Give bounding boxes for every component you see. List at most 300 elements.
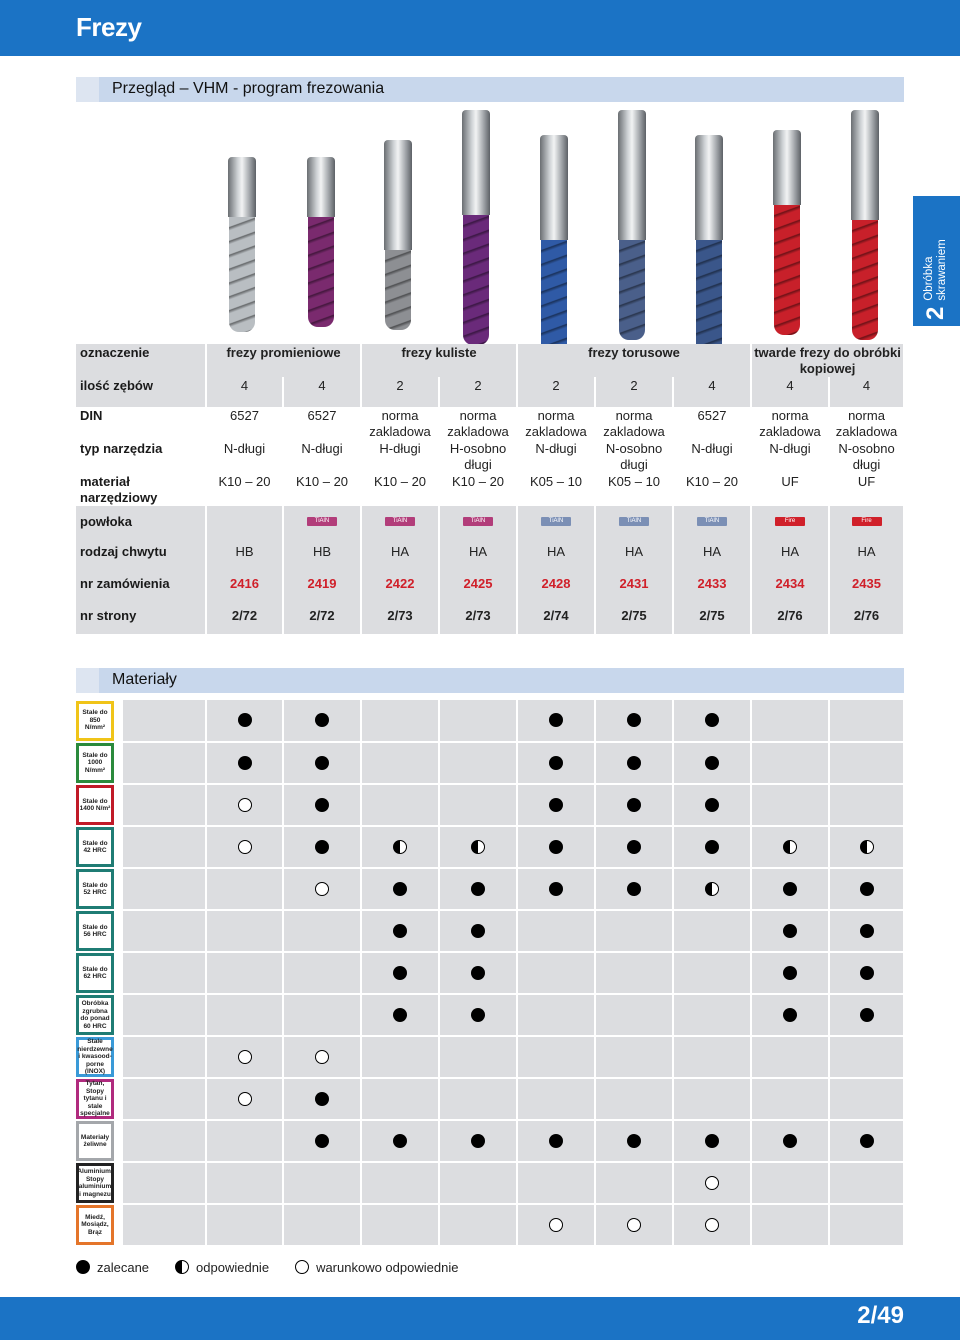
material-value: K10 – 20 (673, 473, 751, 506)
full-dot-icon (471, 966, 485, 980)
material-blank-cell (122, 1162, 206, 1204)
legend (76, 1258, 484, 1276)
material-row (76, 1204, 904, 1246)
material-blank-cell (122, 700, 206, 742)
empty-dot-icon (705, 1218, 719, 1232)
material-row (76, 910, 904, 952)
page-label: nr strony (76, 600, 206, 634)
material-blank-cell (122, 952, 206, 994)
suitability-cell (283, 910, 361, 952)
empty-dot-icon (627, 1218, 641, 1232)
grip-value: HA (829, 536, 904, 568)
grip-row (76, 536, 904, 568)
page-ref[interactable]: 2/75 (673, 600, 751, 634)
tool-type-value: H-długi (361, 440, 439, 473)
material-label: Obróbka zgrubna do ponad 60 HRC (76, 995, 114, 1035)
group-radial: frezy promieniowe (206, 344, 361, 377)
teeth-value: 2 (361, 377, 439, 407)
suitability-cell (206, 1204, 283, 1246)
teeth-value: 4 (751, 377, 829, 407)
full-dot-icon (860, 924, 874, 938)
suitability-cell (829, 1120, 904, 1162)
order-number[interactable]: 2425 (439, 568, 517, 600)
suitability-cell (673, 1078, 751, 1120)
suitability-cell (517, 742, 595, 784)
half-dot-icon (471, 840, 485, 854)
din-value: 6527 (673, 407, 751, 440)
teeth-value: 2 (439, 377, 517, 407)
material-label-cell (76, 826, 122, 868)
page-title: Frezy (76, 12, 142, 42)
din-value: norma zakladowa (751, 407, 829, 440)
grip-label: rodzaj chwytu (76, 536, 206, 568)
grip-value: HA (439, 536, 517, 568)
suitability-cell (361, 1162, 439, 1204)
din-value: norma zakladowa (517, 407, 595, 440)
page-ref[interactable]: 2/73 (439, 600, 517, 634)
material-blank-cell (122, 910, 206, 952)
material-label-cell (76, 1120, 122, 1162)
full-dot-icon (705, 840, 719, 854)
coating-badge: TiAlN (463, 517, 493, 526)
suitability-cell (673, 826, 751, 868)
material-label: Stale nierdzewne i kwasood-porne (INOX) (77, 1038, 113, 1076)
suitability-cell (595, 784, 673, 826)
suitability-cell (595, 868, 673, 910)
order-number[interactable]: 2434 (751, 568, 829, 600)
material-row (76, 700, 904, 742)
full-dot-icon (705, 713, 719, 727)
full-dot-icon (549, 882, 563, 896)
coating-badge: TiAlN (541, 517, 571, 526)
suitability-cell (595, 952, 673, 994)
half-dot-icon (860, 840, 874, 854)
full-dot-icon (860, 966, 874, 980)
suitability-cell (361, 952, 439, 994)
suitability-cell (517, 1036, 595, 1078)
suitability-cell (283, 994, 361, 1036)
material-value: K05 – 10 (595, 473, 673, 506)
material-label: Stale do 62 HRC (76, 953, 114, 993)
coating-badge: Fire (775, 517, 805, 526)
suitability-cell (595, 1204, 673, 1246)
group-hard: twarde frezy do obróbki kopiowej (751, 344, 904, 377)
suitability-cell (206, 742, 283, 784)
material-label-cell (76, 1204, 122, 1246)
page-ref[interactable]: 2/72 (283, 600, 361, 634)
order-row (76, 568, 904, 600)
group-ball: frezy kuliste (361, 344, 517, 377)
material-row (76, 784, 904, 826)
full-dot-icon (393, 1134, 407, 1148)
suitability-cell (361, 1120, 439, 1162)
coating-cell (361, 506, 439, 536)
section-accent (76, 668, 99, 693)
suitability-cell (206, 1036, 283, 1078)
full-dot-icon (627, 840, 641, 854)
material-row (76, 1036, 904, 1078)
suitability-cell (673, 1120, 751, 1162)
full-dot-icon (549, 798, 563, 812)
page-row (76, 600, 904, 634)
legend-conditional (295, 1260, 458, 1275)
material-label: Materiały żeliwne (76, 1121, 114, 1161)
grip-value: HB (206, 536, 283, 568)
tool-type-label: typ narzędzia (76, 440, 206, 473)
full-dot-icon (627, 882, 641, 896)
full-dot-icon (783, 966, 797, 980)
suitability-cell (595, 910, 673, 952)
half-dot-icon (705, 882, 719, 896)
suitability-cell (206, 784, 283, 826)
legend-suitable (175, 1260, 269, 1275)
tool-shank (773, 130, 801, 205)
page-ref[interactable]: 2/74 (517, 600, 595, 634)
suitability-cell (361, 784, 439, 826)
full-dot-icon (471, 924, 485, 938)
material-label-cell (76, 994, 122, 1036)
din-label: DIN (76, 407, 206, 440)
legend-conditional-label: warunkowo odpowiednie (316, 1259, 459, 1275)
page-ref[interactable]: 2/76 (829, 600, 904, 634)
material-label-cell (76, 700, 122, 742)
suitability-cell (439, 826, 517, 868)
suitability-cell (751, 1162, 829, 1204)
tool-shank (851, 110, 879, 220)
suitability-cell (206, 700, 283, 742)
suitability-cell (206, 1162, 283, 1204)
suitability-cell (361, 742, 439, 784)
page-ref[interactable]: 2/75 (595, 600, 673, 634)
tool-flutes (229, 217, 255, 332)
material-row (76, 1120, 904, 1162)
suitability-cell (751, 1204, 829, 1246)
full-dot-icon (705, 1134, 719, 1148)
empty-dot-icon (315, 1050, 329, 1064)
chapter-tab[interactable] (913, 196, 960, 326)
full-dot-icon (393, 1008, 407, 1022)
suitability-cell (517, 1204, 595, 1246)
material-label: Stale do 850 N/mm² (76, 701, 114, 741)
grip-value: HA (751, 536, 829, 568)
tool-type-value: N-długi (206, 440, 283, 473)
material-row (76, 952, 904, 994)
suitability-cell (439, 700, 517, 742)
order-number[interactable]: 2419 (283, 568, 361, 600)
suitability-cell (361, 868, 439, 910)
suitability-cell (517, 1078, 595, 1120)
header-bar (0, 0, 960, 56)
full-dot-icon (627, 756, 641, 770)
material-row (76, 826, 904, 868)
material-label: Miedź, Mosiądz, Brąz (76, 1205, 114, 1245)
full-dot-icon (315, 1092, 329, 1106)
suitability-cell (673, 1204, 751, 1246)
suitability-cell (673, 700, 751, 742)
suitability-cell (829, 700, 904, 742)
material-blank-cell (122, 826, 206, 868)
din-value: norma zakladowa (595, 407, 673, 440)
suitability-cell (751, 1078, 829, 1120)
teeth-value: 2 (517, 377, 595, 407)
tool-type-row (76, 440, 904, 473)
full-dot-icon (705, 756, 719, 770)
full-dot-icon (627, 798, 641, 812)
suitability-cell (206, 826, 283, 868)
material-label: Stale do 42 HRC (76, 827, 114, 867)
tool-type-value: N-długi (517, 440, 595, 473)
suitability-cell (751, 784, 829, 826)
suitability-cell (673, 1162, 751, 1204)
din-row (76, 407, 904, 440)
full-dot-icon (549, 756, 563, 770)
grip-value: HA (595, 536, 673, 568)
teeth-value: 2 (595, 377, 673, 407)
full-dot-icon (76, 1260, 90, 1274)
suitability-cell (751, 826, 829, 868)
suitability-cell (439, 1078, 517, 1120)
material-blank-cell (122, 784, 206, 826)
suitability-cell (283, 1120, 361, 1162)
suitability-cell (283, 826, 361, 868)
full-dot-icon (783, 924, 797, 938)
suitability-cell (439, 994, 517, 1036)
suitability-cell (595, 1120, 673, 1162)
suitability-cell (439, 868, 517, 910)
material-label-cell (76, 1078, 122, 1120)
full-dot-icon (315, 713, 329, 727)
overview-section-bar (76, 77, 904, 102)
suitability-cell (283, 700, 361, 742)
material-value: K10 – 20 (283, 473, 361, 506)
suitability-cell (517, 700, 595, 742)
suitability-cell (751, 700, 829, 742)
suitability-cell (595, 826, 673, 868)
suitability-cell (517, 1120, 595, 1162)
designation-label: oznaczenie (76, 344, 206, 377)
suitability-cell (751, 1120, 829, 1162)
tool-flutes (463, 215, 489, 345)
overview-title: Przegląd – VHM - program frezowania (112, 80, 385, 97)
full-dot-icon (549, 713, 563, 727)
suitability-cell (829, 868, 904, 910)
tool-flutes (696, 240, 722, 360)
tool-type-value: N-długi (283, 440, 361, 473)
material-row (76, 1078, 904, 1120)
material-blank-cell (122, 1204, 206, 1246)
tool-flutes (385, 250, 411, 330)
suitability-cell (673, 1036, 751, 1078)
order-number[interactable]: 2435 (829, 568, 904, 600)
din-value: norma zakladowa (439, 407, 517, 440)
empty-dot-icon (549, 1218, 563, 1232)
suitability-cell (751, 868, 829, 910)
tool-flutes (774, 205, 800, 335)
material-row (76, 742, 904, 784)
tool-type-value: N-długi (673, 440, 751, 473)
material-row (76, 1162, 904, 1204)
din-value: norma zakladowa (361, 407, 439, 440)
suitability-cell (206, 952, 283, 994)
grip-value: HA (517, 536, 595, 568)
coating-row (76, 506, 904, 536)
suitability-cell (206, 1078, 283, 1120)
suitability-cell (595, 1036, 673, 1078)
tool-shank (384, 140, 412, 250)
full-dot-icon (705, 798, 719, 812)
suitability-cell (829, 1162, 904, 1204)
legend-recommended (76, 1260, 149, 1275)
suitability-cell (206, 994, 283, 1036)
order-number[interactable]: 2428 (517, 568, 595, 600)
empty-dot-icon (315, 882, 329, 896)
coating-cell (439, 506, 517, 536)
full-dot-icon (471, 882, 485, 896)
chapter-tab-content (917, 196, 955, 320)
material-value: K05 – 10 (517, 473, 595, 506)
full-dot-icon (471, 1134, 485, 1148)
empty-dot-icon (238, 1092, 252, 1106)
suitability-cell (517, 826, 595, 868)
suitability-cell (283, 952, 361, 994)
suitability-cell (361, 994, 439, 1036)
full-dot-icon (627, 1134, 641, 1148)
material-value: K10 – 20 (361, 473, 439, 506)
material-label: Stale do 52 HRC (76, 869, 114, 909)
order-number[interactable]: 2416 (206, 568, 283, 600)
tool-shank (695, 135, 723, 240)
coating-badge: TiAlN (619, 517, 649, 526)
suitability-cell (439, 742, 517, 784)
full-dot-icon (860, 882, 874, 896)
material-blank-cell (122, 1036, 206, 1078)
order-number[interactable]: 2431 (595, 568, 673, 600)
tool-type-value: N-osobno długi (829, 440, 904, 473)
suitability-cell (829, 1036, 904, 1078)
suitability-cell (595, 994, 673, 1036)
order-number[interactable]: 2433 (673, 568, 751, 600)
material-value: K10 – 20 (206, 473, 283, 506)
material-label-cell (76, 784, 122, 826)
page-ref[interactable]: 2/72 (206, 600, 283, 634)
coating-badge: Fire (852, 517, 882, 526)
suitability-cell (751, 994, 829, 1036)
din-value: 6527 (283, 407, 361, 440)
material-label: materiał narzędziowy (76, 473, 206, 506)
chapter-number: 2 (922, 306, 949, 320)
materials-section-bar (76, 668, 904, 693)
designation-row (76, 344, 904, 377)
suitability-cell (206, 910, 283, 952)
suitability-cell (361, 1036, 439, 1078)
suitability-cell (829, 1078, 904, 1120)
teeth-row (76, 377, 904, 407)
full-dot-icon (393, 882, 407, 896)
materials-title: Materiały (112, 671, 177, 688)
din-value: 6527 (206, 407, 283, 440)
suitability-cell (829, 910, 904, 952)
tool-flutes (308, 217, 334, 327)
suitability-cell (439, 1120, 517, 1162)
full-dot-icon (860, 1008, 874, 1022)
suitability-cell (829, 952, 904, 994)
teeth-value: 4 (206, 377, 283, 407)
legend-recommended-label: zalecane (97, 1259, 150, 1275)
full-dot-icon (783, 1134, 797, 1148)
coating-cell-empty (206, 506, 283, 536)
half-dot-icon (783, 840, 797, 854)
materials-table (76, 700, 905, 1247)
suitability-cell (439, 1162, 517, 1204)
suitability-cell (829, 784, 904, 826)
spec-table (76, 344, 905, 634)
full-dot-icon (549, 1134, 563, 1148)
full-dot-icon (393, 924, 407, 938)
material-blank-cell (122, 1120, 206, 1162)
material-label: Tytan, Stopy tytanu i stale specjalne (76, 1079, 114, 1119)
coating-badge: TiAlN (385, 517, 415, 526)
chapter-label (923, 239, 949, 300)
order-number[interactable]: 2422 (361, 568, 439, 600)
teeth-label: ilość zębów (76, 377, 206, 407)
suitability-cell (751, 952, 829, 994)
suitability-cell (361, 910, 439, 952)
full-dot-icon (315, 798, 329, 812)
page-ref[interactable]: 2/76 (751, 600, 829, 634)
teeth-value: 4 (283, 377, 361, 407)
suitability-cell (439, 1204, 517, 1246)
empty-dot-icon (705, 1176, 719, 1190)
tool-shank (462, 110, 490, 215)
coating-cell (283, 506, 361, 536)
material-label: Stale do 56 HRC (76, 911, 114, 951)
suitability-cell (829, 1204, 904, 1246)
page-ref[interactable]: 2/73 (361, 600, 439, 634)
suitability-cell (751, 1036, 829, 1078)
suitability-cell (673, 994, 751, 1036)
legend-suitable-label: odpowiednie (196, 1259, 270, 1275)
suitability-cell (439, 910, 517, 952)
full-dot-icon (471, 1008, 485, 1022)
suitability-cell (673, 784, 751, 826)
section-accent (76, 77, 99, 102)
material-label-cell (76, 1036, 122, 1078)
suitability-cell (673, 952, 751, 994)
suitability-cell (595, 1162, 673, 1204)
empty-dot-icon (238, 840, 252, 854)
material-blank-cell (122, 868, 206, 910)
suitability-cell (517, 910, 595, 952)
coating-badge: TiAlN (307, 517, 337, 526)
chapter-label-line2: skrawaniem (936, 239, 948, 301)
suitability-cell (361, 700, 439, 742)
tool-images (76, 105, 904, 335)
teeth-value: 4 (673, 377, 751, 407)
suitability-cell (283, 1036, 361, 1078)
suitability-cell (517, 1162, 595, 1204)
footer-bar (0, 1297, 960, 1340)
tool-type-value: N-osobno długi (595, 440, 673, 473)
full-dot-icon (860, 1134, 874, 1148)
full-dot-icon (315, 1134, 329, 1148)
full-dot-icon (238, 756, 252, 770)
empty-dot-icon (295, 1260, 309, 1274)
page-number: 2/49 (857, 1302, 904, 1329)
suitability-cell (283, 868, 361, 910)
tool-flutes (541, 240, 567, 355)
suitability-cell (517, 952, 595, 994)
half-dot-icon (175, 1260, 189, 1274)
